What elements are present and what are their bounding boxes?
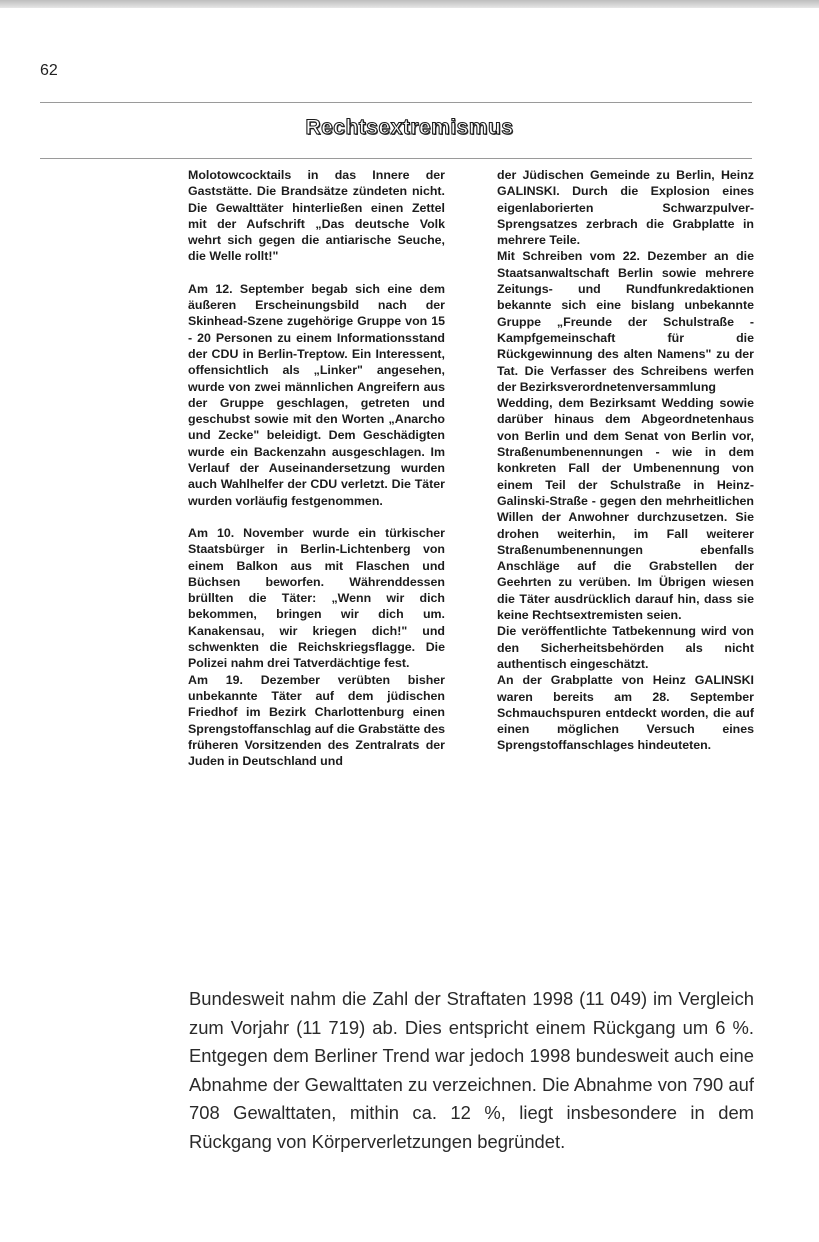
right-column — [497, 167, 754, 754]
paragraph: Am 10. November wurde ein türkischer Staatsbürger in Berlin-Lichtenberg von einem Balkon aus mit Flaschen und Büchsen beworfen. Währenddessen brüllten die Täter: „Wenn wir dich bekommen, bringen wir dich um. Kanakensau, wir kriegen dich!" und schwenkten die Reichskriegsflagge. Die Polizei nahm drei Tatverdächtige fest. — [188, 525, 445, 671]
page-header-title: Rechtsextremismus — [305, 116, 514, 139]
summary-text: Bundesweit nahm die Zahl der Straftaten 1998 (11 049) im Vergleich zum Vorjahr (11 719) ab. Dies entspricht einem Rückgang um 6 %. Entgegen dem Berliner Trend war jedoch 1998 bundesweit auch eine Abnahme der Gewalttaten zu verzeichnen. Die Abnahme von 790 auf 708 Gewalttaten, mithin ca. 12 %, liegt insbesondere in dem Rückgang von Körperverletzungen begründet. — [189, 988, 754, 1152]
summary-paragraph — [189, 985, 754, 1156]
scan-edge — [0, 0, 819, 8]
header-rule-top — [40, 102, 752, 103]
paragraph: Am 19. Dezember verübten bisher unbekannte Täter auf dem jüdischen Friedhof im Bezirk Charlottenburg einen Sprengstoffanschlag auf die Grabstätte des früheren Vorsitzenden des Zentralrats der Juden in Deutschland und — [188, 672, 445, 769]
header-rule-bottom — [40, 158, 752, 159]
paragraph: Am 12. September begab sich eine dem äußeren Erscheinungsbild nach der Skinhead-Szene zugehörige Gruppe von 15 - 20 Personen zu einem Informationsstand der CDU in Berlin-Treptow. Ein Interessent, offensichtlich als „Linker" angesehen, wurde von zwei männlichen Angreifern aus der Gruppe geschlagen, getreten und geschubst sowie mit den Worten „Anarcho und Zecke" beleidigt. Dem Geschädigten wurde ein Backenzahn ausgeschlagen. Im Verlauf der Auseinandersetzung wurden auch Wahlhelfer der CDU verletzt. Die Täter wurden vorläufig festgenommen. — [188, 281, 445, 508]
paragraph: Mit Schreiben vom 22. Dezember an die Staatsanwaltschaft Berlin sowie mehrere Zeitungs- und Rundfunkredaktionen bekannte sich eine bislang unbekannte Gruppe „Freunde der Schulstraße - Kampfgemeinschaft für die Rückgewinnung des alten Namens" zu der Tat. Die Verfasser des Schreibens werfen der Bezirksverordnetenversammlung — [497, 249, 754, 394]
paragraph: Molotowcocktails in das Innere der Gaststätte. Die Brandsätze zündeten nicht. Die Gewalttäter hinterließen einen Zettel mit der Aufschrift „Das deutsche Volk wehrt sich gegen die antiarische Seuche, die Welle rollt!" — [188, 168, 445, 264]
paragraph: An der Grabplatte von Heinz GALINSKI waren bereits am 28. September Schmauchspuren entdeckt worden, die auf einen möglichen Versuch eines Sprengstoffanschlages hindeuteten. — [497, 673, 754, 753]
paragraph: Die veröffentlichte Tatbekennung wird von den Sicherheitsbehörden als nicht authentisch eingeschätzt. — [497, 624, 754, 671]
page-number: 62 — [40, 62, 58, 79]
paragraph: Wedding, dem Bezirksamt Wedding sowie darüber hinaus dem Abgeordnetenhaus von Berlin und dem Senat von Berlin vor, Straßenumbenennungen - wie in dem konkreten Fall der Umbenennung von einem Teil der Schulstraße in Heinz-Galinski-Straße - gegen den mehrheitlichen Willen der Anwohner durchzusetzen. Sie drohen weiterhin, im Fall weiterer Straßenumbenennungen ebenfalls Anschläge auf die Grabstellen der Geehrten zu verüben. Im Übrigen wiesen die Täter ausdrücklich darauf hin, dass sie keine Rechtsextremisten seien. — [497, 396, 754, 623]
paragraph: der Jüdischen Gemeinde zu Berlin, Heinz GALINSKI. Durch die Explosion eines eigenlaborierten Schwarzpulver-Sprengsatzes zerbrach die Grabplatte in mehrere Teile. — [497, 168, 754, 248]
left-column — [188, 167, 445, 769]
